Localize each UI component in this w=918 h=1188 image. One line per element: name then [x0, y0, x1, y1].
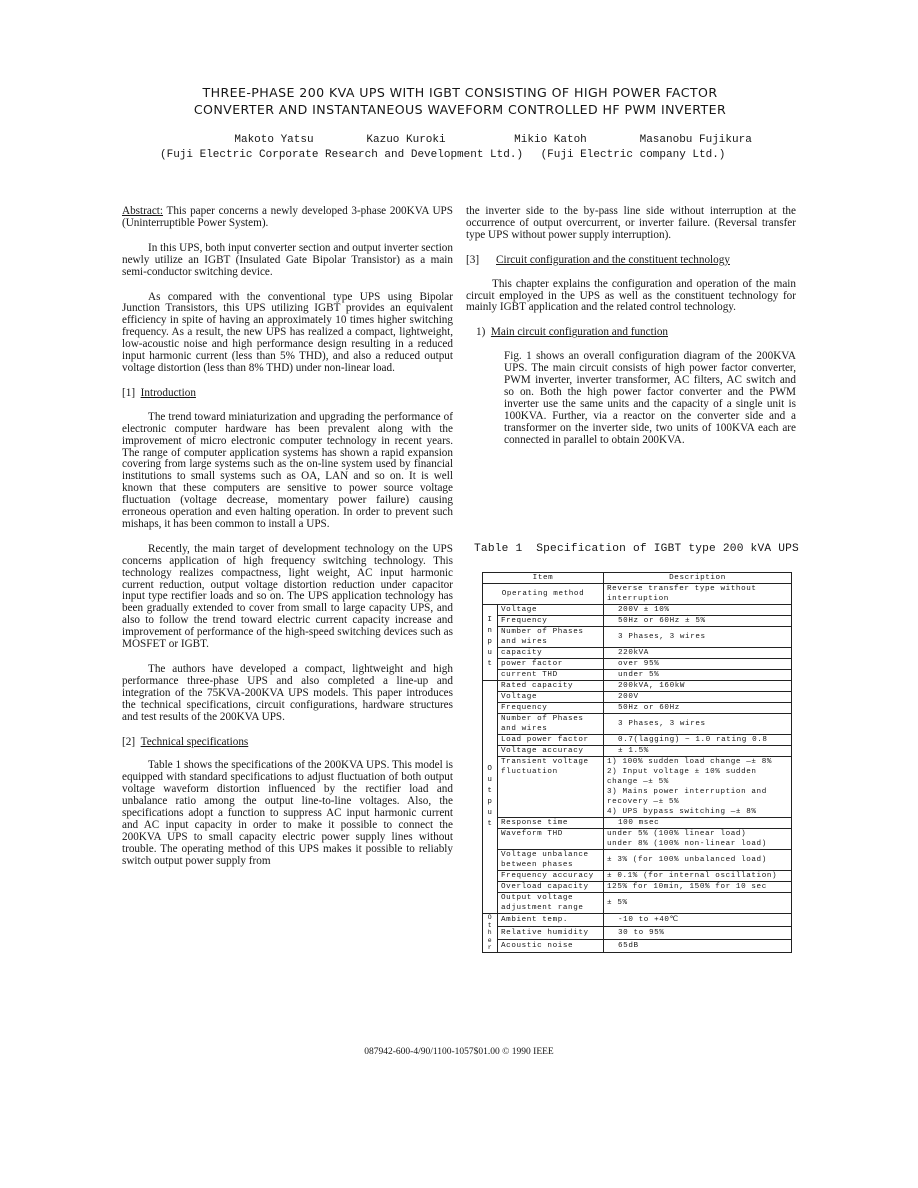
item-cell: Voltage unbalance between phases — [498, 850, 604, 871]
item-cell: Frequency — [498, 703, 604, 714]
description-cell: ± 5% — [604, 893, 792, 914]
section-number: [3] — [466, 253, 480, 266]
right-column — [466, 206, 796, 460]
header-description: Description — [604, 573, 792, 584]
abstract-label: Abstract: — [122, 205, 164, 217]
transient-line: 3) Mains power interruption and recovery —± 5% — [607, 788, 767, 806]
title-line-2: CONVERTER AND INSTANTANEOUS WAVEFORM CONTROLLED HF PWM INVERTER — [193, 102, 727, 117]
paragraph: Table 1 shows the specifications of the 200KVA UPS. This model is equipped with standard specifications to adjust fluctuation of both output voltage waveform distortion influenced by the rectifier load and unbalance ratio among the output line-to-line voltages. Also, the specifications adopt a function to suppress AC input harmonic current and AC input capacity in order to make it possible to connect the 200KVA UPS to small capacity electric power supply lines without trouble. The operating method of this UPS makes it possible to reliably switch output power supply from — [122, 759, 453, 867]
section-heading-technical-specifications — [122, 737, 453, 749]
section-heading-circuit-configuration — [466, 255, 796, 267]
item-cell: Overload capacity — [498, 882, 604, 893]
description-cell: over 95% — [604, 659, 792, 670]
header-item: Item — [483, 573, 604, 584]
transient-line: 2) Input voltage ± 10% sudden change —± 5% — [607, 768, 757, 786]
table-row — [483, 871, 792, 882]
description-cell: 200V — [604, 692, 792, 703]
description-cell: 50Hz or 60Hz — [604, 703, 792, 714]
paragraph: In this UPS, both input converter section and output inverter section newly utilize an IGBT (Insulated Gate Bipolar Transistor) as a main semi-conductor switching device. — [122, 241, 453, 278]
section-title: Technical specifications — [140, 735, 249, 748]
table-row — [483, 893, 792, 914]
group-label-other: O t h e r — [483, 914, 498, 953]
paragraph: The trend toward miniaturization and upgrading the performance of electronic computer hardware has been prevalent along with the improvement of micro electronic computer technology in recent years. The range of computer application systems has shown a rapid expansion covering from large systems such as the on-line system used by financial institutions to small systems such as OA, LAN and so on. It is well known that these computers are sensitive to power source voltage fluctuation (voltage decrease, momentary power failure) causing erroneous operation and even halting operation. In order to prevent such mishaps, it has been common to install a UPS. — [122, 410, 453, 530]
paper-title — [150, 84, 770, 118]
table-row — [483, 627, 792, 648]
table-row — [483, 939, 792, 952]
waveform-line: under 8% (100% non-linear load) — [607, 840, 767, 848]
item-cell: Waveform THD — [498, 829, 604, 850]
description-cell: 65dB — [604, 939, 792, 952]
author-affiliation-1: (Fuji Electric Corporate Research and Development Ltd.) — [160, 149, 524, 161]
description-cell: Reverse transfer type without interruption — [604, 584, 792, 605]
author-group-2 — [488, 133, 778, 163]
paragraph: The authors have developed a compact, lightweight and high performance three-phase UPS and also completed a line-up and integration of the 75KVA-200KVA UPS models. This paper introduces the technical specifications, circuit configurations, hardware structures and test results of the 200KVA UPS. — [122, 663, 453, 723]
table-row — [483, 882, 792, 893]
table-row — [483, 670, 792, 681]
table-row — [483, 829, 792, 850]
subsection-title: Main circuit configuration and function — [490, 326, 669, 339]
item-cell: Relative humidity — [498, 926, 604, 939]
description-cell: 30 to 95% — [604, 926, 792, 939]
table-row — [483, 681, 792, 692]
item-cell: Frequency accuracy — [498, 871, 604, 882]
table-row — [483, 605, 792, 616]
left-column — [122, 206, 453, 881]
specification-table — [482, 572, 792, 953]
paragraph: Fig. 1 shows an overall configuration diagram of the 200KVA UPS. The main circuit consists of high power factor converter, PWM inverter, inverter transformer, AC filters, AC switch and so on. Both the high power factor converter and the PWM inverter use the same units and the capacity of a single unit is 100KVA. Further, via a reactor on the converter side and a transformer on the inverter side, two units of 100KVA each are connected in parallel to obtain 200KVA. — [504, 350, 796, 446]
table-row — [483, 735, 792, 746]
author-affiliation-2: (Fuji Electric company Ltd.) — [540, 149, 726, 161]
description-cell: 200kVA, 160kW — [604, 681, 792, 692]
section-title: Circuit configuration and the constituent technology — [496, 253, 730, 266]
section-number: [1] — [122, 386, 136, 399]
group-label-input: I n p u t — [483, 605, 498, 681]
description-cell: 220kVA — [604, 648, 792, 659]
description-cell: 100 msec — [604, 818, 792, 829]
abstract-text: This paper concerns a newly developed 3-phase 200KVA UPS (Uninterruptible Power System). — [122, 205, 453, 229]
item-cell: Number of Phases and wires — [498, 714, 604, 735]
description-cell: 0.7(lagging) ~ 1.0 rating 0.8 — [604, 735, 792, 746]
author-names-2: Mikio Katoh Masanobu Fujikura — [514, 134, 752, 146]
item-cell: Response time — [498, 818, 604, 829]
table-row — [483, 926, 792, 939]
description-cell — [604, 757, 792, 818]
item-cell: Number of Phases and wires — [498, 627, 604, 648]
paragraph: As compared with the conventional type UPS using Bipolar Junction Transistors, this UPS utilizing IGBT provides an equivalent efficiency in spite of having an approximately 10 times higher switching frequency. As a result, the new UPS has realized a compact, lightweight, low-acoustic noise and high performance design resulting in a reduced input harmonic current (less than 5% THD), and also a reduced output voltage distortion (less than 8% THD) under non-linear load. — [122, 290, 453, 374]
table-caption: Table 1 Specification of IGBT type 200 kVA UPS — [474, 543, 799, 555]
item-cell: Operating method — [483, 584, 604, 605]
description-cell: -10 to +40℃ — [604, 914, 792, 927]
table-row — [483, 573, 792, 584]
transient-line: 4) UPS bypass switching —± 8% — [607, 808, 757, 816]
description-cell: 3 Phases, 3 wires — [604, 627, 792, 648]
description-cell: ± 3% (for 100% unbalanced load) — [604, 850, 792, 871]
table-row — [483, 746, 792, 757]
section-title: Introduction — [140, 386, 196, 399]
item-cell: Rated capacity — [498, 681, 604, 692]
paragraph: This chapter explains the configuration and operation of the main circuit employed in the UPS as well as the constituent technology for mainly IGBT application and the related control technology. — [466, 277, 796, 314]
table-row — [483, 818, 792, 829]
item-cell: Load power factor — [498, 735, 604, 746]
table-row — [483, 850, 792, 871]
description-cell: 125% for 10min, 150% for 10 sec — [604, 882, 792, 893]
paragraph: Recently, the main target of development technology on the UPS concerns application of high frequency switching technology. This technology realizes compactness, light weight, AC input harmonic current reduction, output voltage distortion reduction under capacitor input type rectifier loads and so on. The UPS application technology has been gradually extended to cover from small to large capacity UPS, and also to follow the trend toward electric current capacity increase and improvement of performance of the high-speed switching devices such as MOSFET or IGBT. — [122, 542, 453, 651]
table-row — [483, 757, 792, 818]
table-row — [483, 584, 792, 605]
item-cell: Output voltage adjustment range — [498, 893, 604, 914]
subsection-number: 1) — [476, 326, 486, 339]
transient-line: 1) 100% sudden load change —± 8% — [607, 758, 773, 766]
subsection-heading-main-circuit — [476, 327, 796, 339]
waveform-line: under 5% (100% linear load) — [607, 830, 747, 838]
table-row — [483, 616, 792, 627]
table-row — [483, 648, 792, 659]
item-cell: Transient voltage fluctuation — [498, 757, 604, 818]
item-cell: power factor — [498, 659, 604, 670]
item-cell: Frequency — [498, 616, 604, 627]
table-row — [483, 714, 792, 735]
abstract — [122, 206, 453, 230]
description-cell: 3 Phases, 3 wires — [604, 714, 792, 735]
table-row — [483, 703, 792, 714]
section-heading-introduction — [122, 388, 453, 400]
item-cell: Voltage accuracy — [498, 746, 604, 757]
description-cell: 50Hz or 60Hz ± 5% — [604, 616, 792, 627]
title-line-1: THREE-PHASE 200 KVA UPS WITH IGBT CONSISTING OF HIGH POWER FACTOR — [202, 85, 718, 100]
item-cell: Voltage — [498, 692, 604, 703]
author-names-1: Makoto Yatsu Kazuo Kuroki — [234, 134, 446, 146]
description-cell: 200V ± 10% — [604, 605, 792, 616]
item-cell: capacity — [498, 648, 604, 659]
description-cell: ± 1.5% — [604, 746, 792, 757]
item-cell: current THD — [498, 670, 604, 681]
description-cell: under 5% — [604, 670, 792, 681]
table-row — [483, 659, 792, 670]
item-cell: Voltage — [498, 605, 604, 616]
table-row — [483, 692, 792, 703]
description-cell — [604, 829, 792, 850]
section-number: [2] — [122, 735, 136, 748]
item-cell: Acoustic noise — [498, 939, 604, 952]
copyright-footer: 087942-600-4/90/1100-1057$01.00 © 1990 IEEE — [364, 1047, 554, 1057]
paragraph: the inverter side to the by-pass line side without interruption at the occurrence of output overcurrent, or inverter failure. (Reversal transfer type UPS without power supply interruption). — [466, 205, 796, 241]
author-group-1 — [160, 133, 524, 163]
item-cell: Ambient temp. — [498, 914, 604, 927]
table-row — [483, 914, 792, 927]
group-label-output: O u t p u t — [483, 681, 498, 914]
description-cell: ± 0.1% (for internal oscillation) — [604, 871, 792, 882]
